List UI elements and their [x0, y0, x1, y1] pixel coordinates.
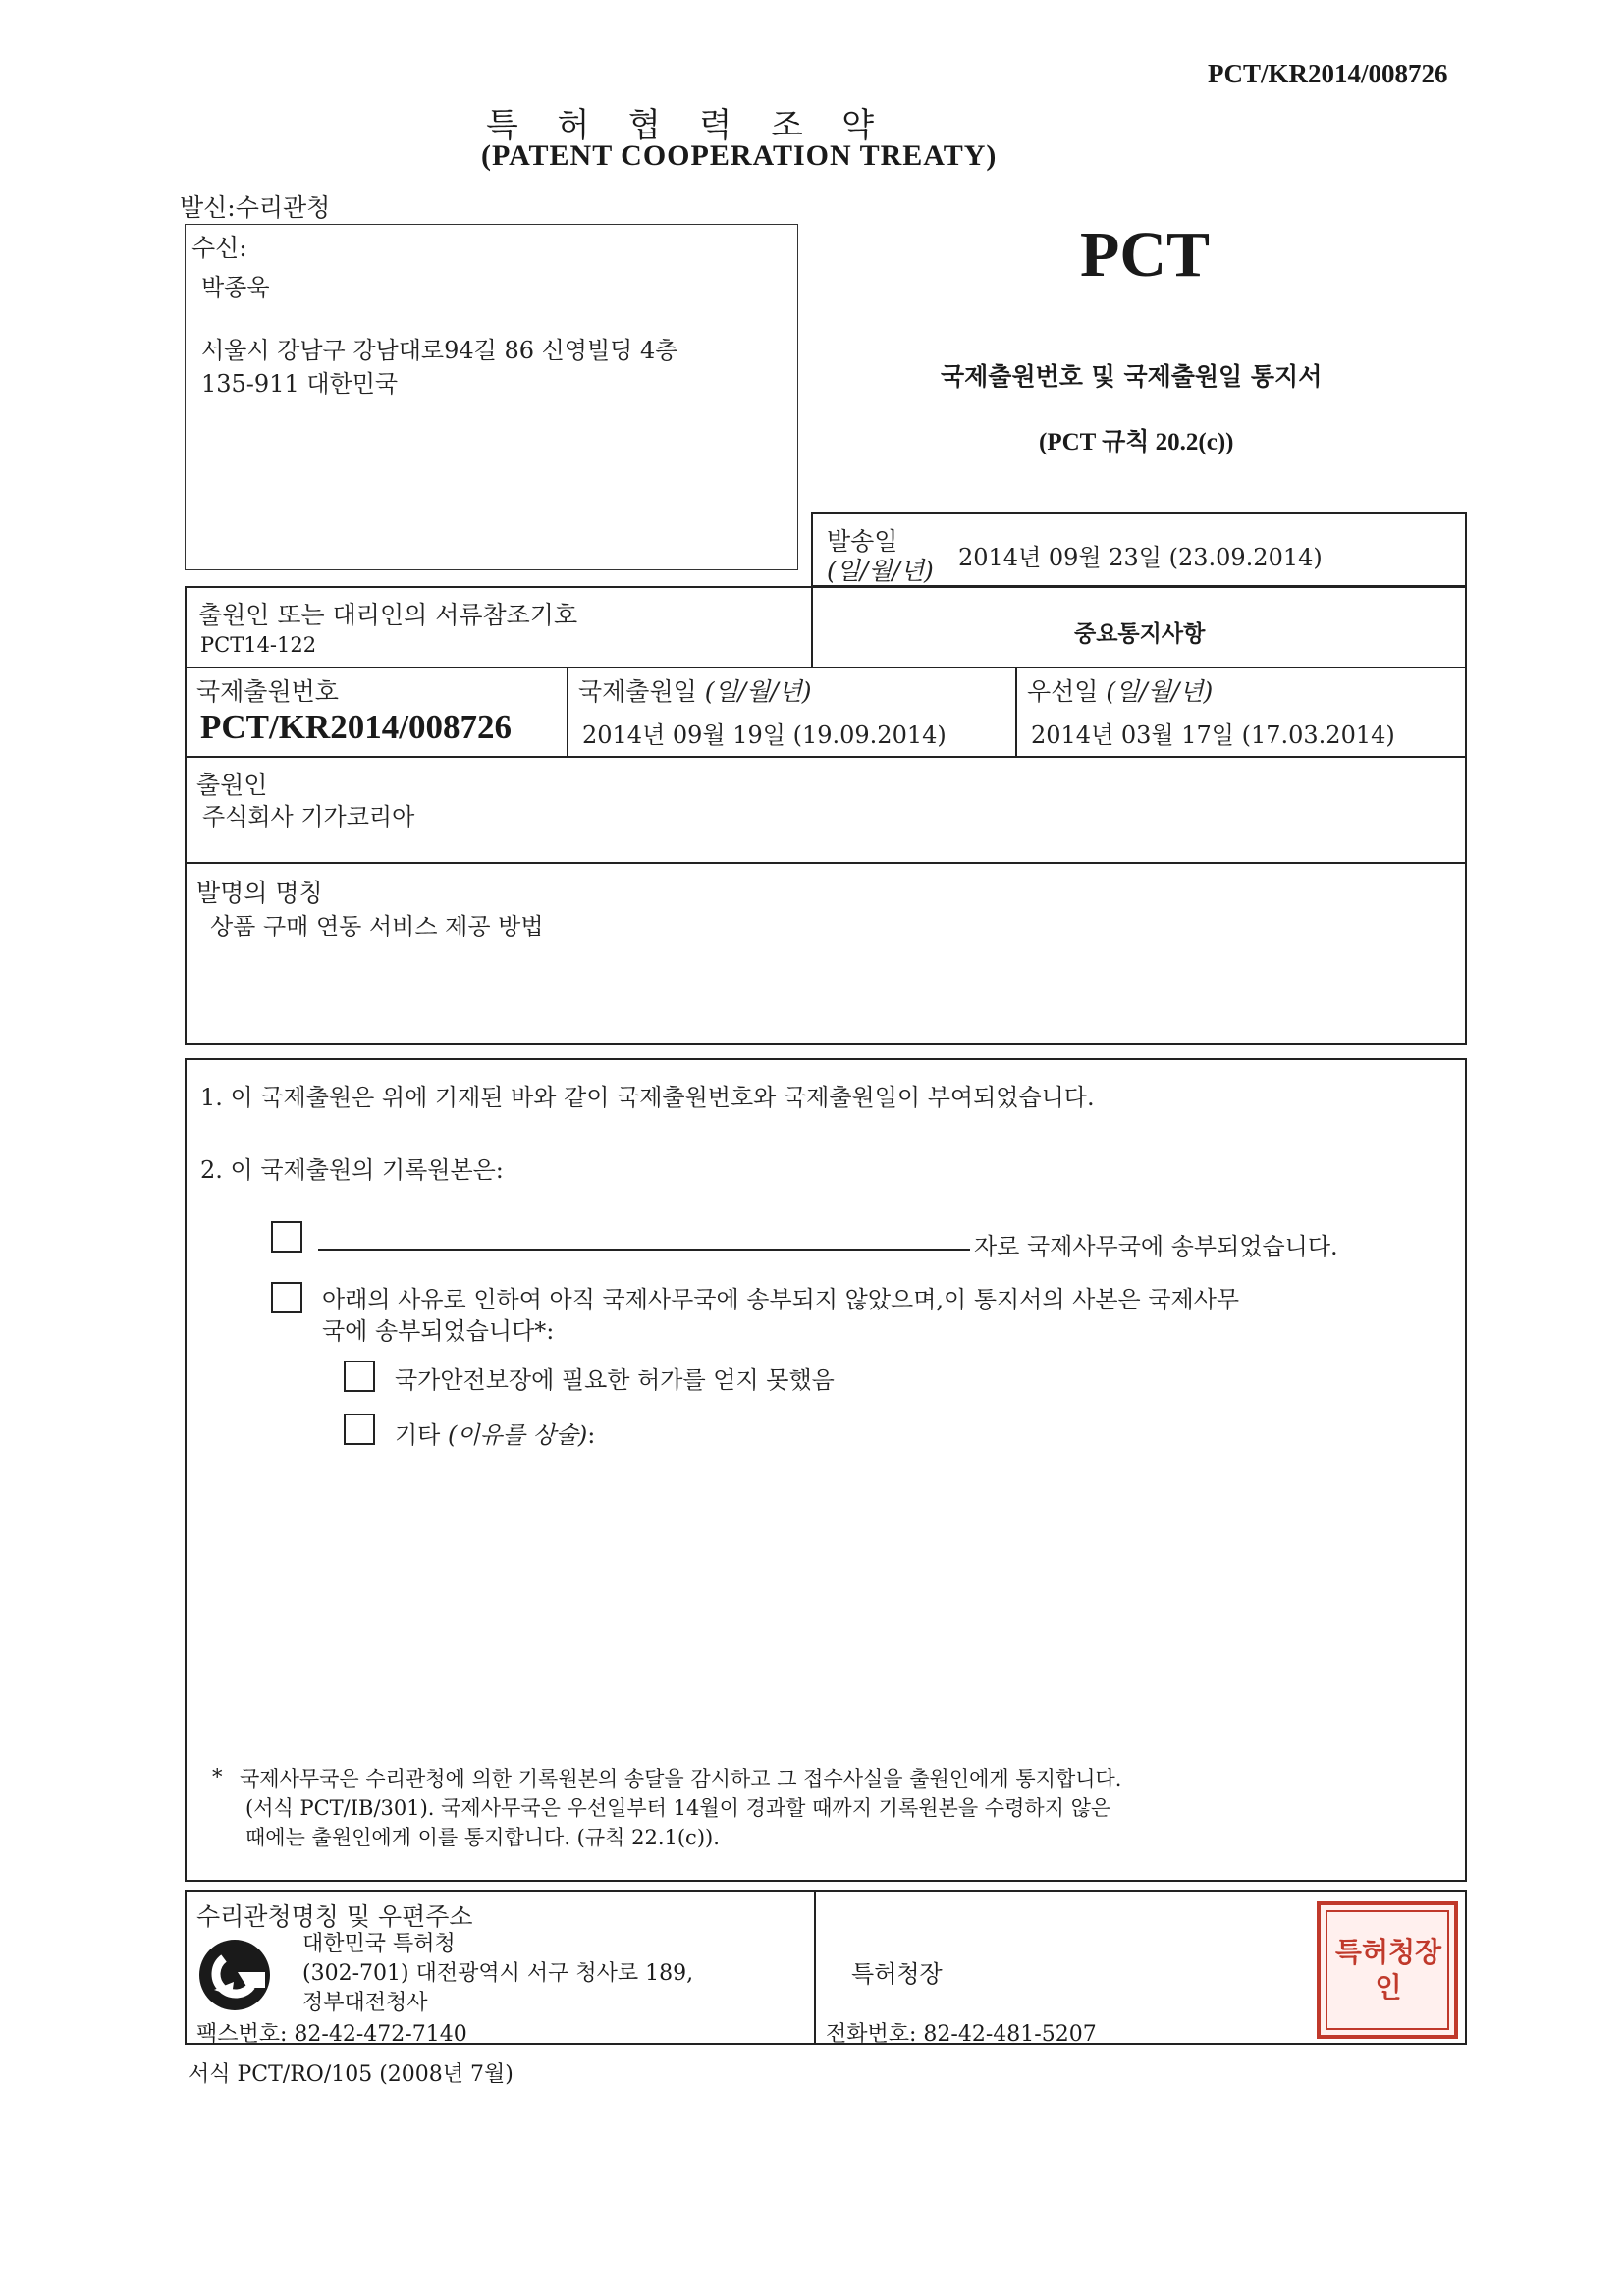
application-number-value: PCT/KR2014/008726: [200, 708, 512, 746]
sender-label: 발신:수리관청: [180, 193, 331, 222]
important-notice: 중요통지사항: [1074, 621, 1206, 647]
phone-label: 전화번호:: [826, 2022, 917, 2047]
kipo-logo-icon: [194, 1935, 275, 2015]
sub-option2-italic: (이유를 상술): [448, 1421, 588, 1449]
invention-label: 발명의 명칭: [196, 879, 323, 907]
sub-option2-suffix: :: [587, 1421, 596, 1449]
rule-reference: (PCT 규칙 20.2(c)): [1039, 429, 1234, 455]
reference-number-header: PCT/KR2014/008726: [1208, 59, 1448, 88]
option-b-checkbox[interactable]: [271, 1282, 302, 1313]
sub-option2-text: [395, 1415, 595, 1450]
option-b-line1: 아래의 사유로 인하여 아직 국제사무국에 송부되지 않았으며,이 통지서의 사본은 국제사무: [322, 1286, 1240, 1313]
sub-option2-prefix: 기타: [395, 1421, 448, 1449]
mailing-date-box: [811, 512, 1467, 587]
office-name: 대한민국 특허청: [302, 1932, 456, 1956]
phone-number: 82-42-481-5207: [923, 2022, 1097, 2047]
recipient-name: 박종욱: [201, 274, 270, 301]
notice-body-box: [185, 1058, 1467, 1882]
sub-option1-text: 국가안전보장에 필요한 허가를 얻지 못했음: [395, 1366, 835, 1394]
official-seal: [1317, 1901, 1458, 2039]
seal-text: 특허청장인: [1334, 1936, 1442, 2003]
filing-date-label-text: 국제출원일: [578, 677, 697, 706]
invention-box: [185, 862, 1467, 1045]
priority-date-box: [1015, 667, 1467, 758]
mailing-date-label: 발송일: [827, 527, 898, 556]
fax-number: 82-42-472-7140: [294, 2022, 467, 2047]
pct-logo: PCT: [1080, 219, 1210, 291]
office-address1: (302-701) 대전광역시 서구 청사로 189,: [302, 1961, 694, 1986]
title-korean: 특 허 협 력 조 약: [486, 106, 881, 145]
form-id: 서식 PCT/RO/105 (2008년 7월): [189, 2062, 514, 2087]
important-notice-box: [811, 586, 1467, 668]
applicant-value: 주식회사 기가코리아: [202, 803, 415, 830]
recipient-box: [185, 224, 798, 570]
filing-date-format: (일/월/년): [704, 677, 812, 706]
office-box: [185, 1890, 816, 2045]
phone-row: [826, 2017, 1097, 2048]
footnote-line3: 때에는 출원인에게 이를 통지합니다. (규칙 22.1(c)).: [245, 1826, 720, 1849]
priority-date-value: 2014년 03월 17일 (17.03.2014): [1031, 721, 1395, 749]
sub-option2-checkbox[interactable]: [344, 1414, 375, 1445]
footnote-line1: 국제사무국은 수리관청에 의한 기록원본의 송달을 감시하고 그 접수사실을 출원인에게 통지합니다.: [240, 1767, 1122, 1790]
body-item1: 1. 이 국제출원은 위에 기재된 바와 같이 국제출원번호와 국제출원일이 부여되었습니다.: [200, 1084, 1095, 1111]
notice-title: 국제출원번호 및 국제출원일 통지서: [941, 362, 1323, 391]
reference-value: PCT14-122: [200, 633, 317, 657]
option-b-line2: 국에 송부되었습니다*:: [322, 1317, 555, 1345]
option-a-text: 자로 국제사무국에 송부되었습니다.: [974, 1233, 1338, 1260]
office-label: 수리관청명칭 및 우편주소: [196, 1902, 473, 1931]
applicant-box: [185, 756, 1467, 864]
officer-box: [814, 1890, 1467, 2045]
mailing-date-value: 2014년 09월 23일 (23.09.2014): [958, 544, 1323, 571]
fax-row: [196, 2017, 467, 2048]
office-address2: 정부대전청사: [302, 1991, 428, 2015]
option-a-checkbox[interactable]: [271, 1221, 302, 1253]
applicant-label: 출원인: [196, 771, 268, 799]
reference-box: [185, 586, 813, 668]
priority-date-label: [1027, 672, 1213, 708]
application-number-box: [185, 667, 568, 758]
recipient-address-line2: 135-911 대한민국: [201, 370, 399, 398]
footnote-star: *: [212, 1765, 223, 1789]
reference-label: 출원인 또는 대리인의 서류참조기호: [198, 601, 578, 629]
recipient-label: 수신:: [191, 234, 247, 262]
footnote-line2: (서식 PCT/IB/301). 국제사무국은 우선일부터 14월이 경과할 때까지 기록원본을 수령하지 않은: [245, 1796, 1111, 1820]
officer-title: 특허청장: [851, 1960, 943, 1988]
filing-date-box: [567, 667, 1017, 758]
priority-date-label-text: 우선일: [1027, 677, 1099, 706]
recipient-address-line1: 서울시 강남구 강남대로94길 86 신영빌딩 4층: [201, 337, 678, 364]
body-item2: 2. 이 국제출원의 기록원본은:: [200, 1156, 504, 1184]
title-english: (PATENT COOPERATION TREATY): [481, 139, 998, 172]
filing-date-value: 2014년 09월 19일 (19.09.2014): [582, 721, 947, 749]
option-a-date-line: [318, 1249, 970, 1251]
filing-date-label: [578, 672, 812, 708]
invention-value: 상품 구매 연동 서비스 제공 방법: [210, 913, 544, 940]
mailing-date-format: (일/월/년): [827, 557, 934, 585]
priority-date-format: (일/월/년): [1106, 677, 1214, 706]
sub-option1-checkbox[interactable]: [344, 1361, 375, 1392]
fax-label: 팩스번호:: [196, 2022, 288, 2047]
application-number-label: 국제출원번호: [196, 677, 339, 706]
